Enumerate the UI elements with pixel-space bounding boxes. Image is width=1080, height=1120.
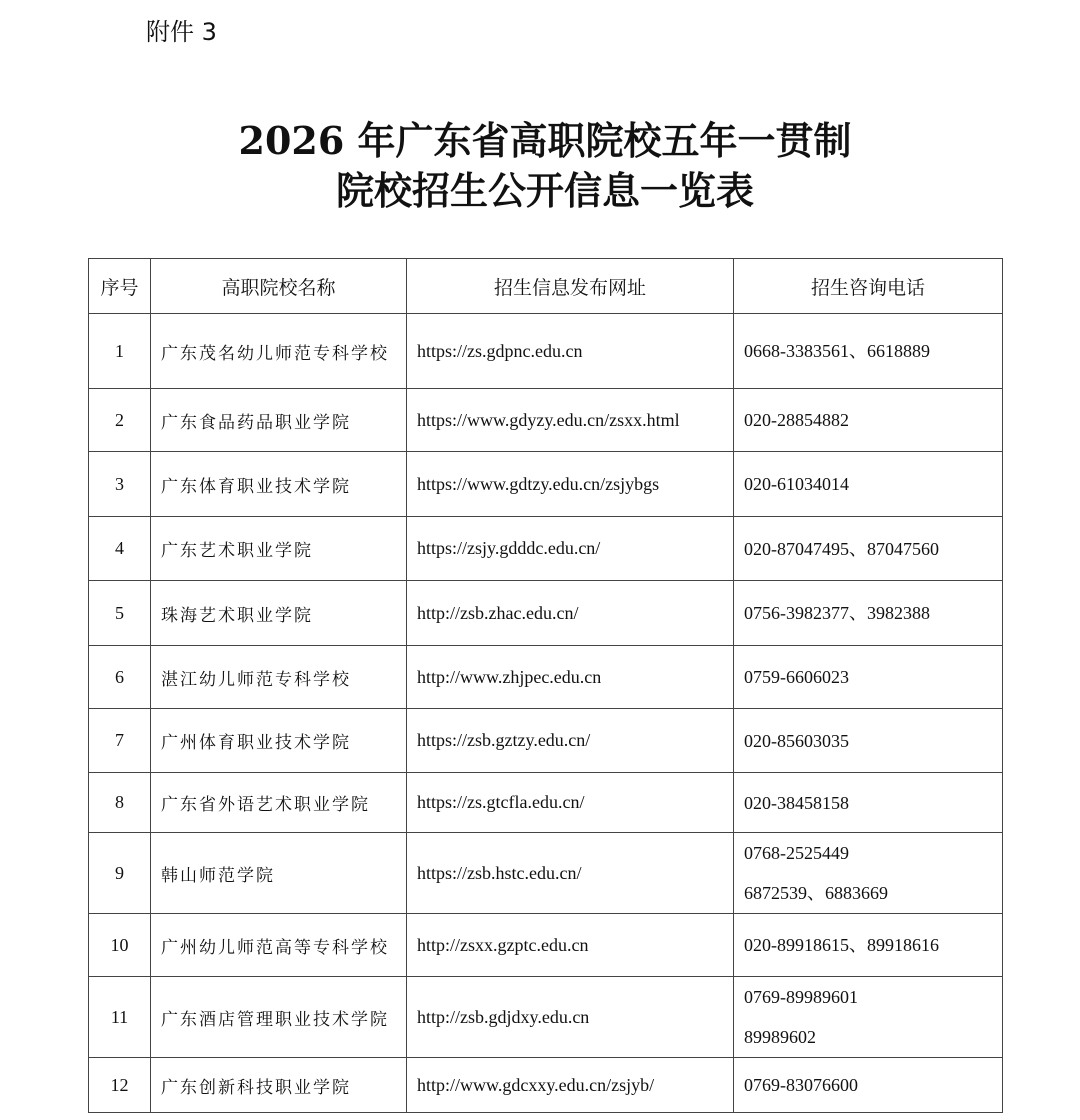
school-name: 广东食品药品职业学院 — [151, 389, 407, 452]
phone-number: 0768-2525449 — [744, 843, 849, 863]
phone-cell — [734, 709, 1003, 773]
phone-number: 0769-83076600 — [744, 1075, 858, 1095]
phone-cell — [734, 517, 1003, 581]
table-row — [89, 646, 1003, 709]
row-index: 1 — [89, 314, 151, 389]
school-info-table — [88, 258, 1003, 1113]
website-link[interactable]: http://www.zhjpec.edu.cn — [407, 646, 734, 709]
phone-number: 0668-3383561、6618889 — [744, 341, 930, 361]
website-link[interactable]: https://zsb.hstc.edu.cn/ — [407, 833, 734, 914]
row-index: 2 — [89, 389, 151, 452]
table-row — [89, 389, 1003, 452]
phone-number: 0769-89989601 — [744, 987, 858, 1007]
phone-number: 020-85603035 — [744, 730, 849, 751]
school-name: 广东酒店管理职业技术学院 — [151, 977, 407, 1058]
row-index: 6 — [89, 646, 151, 709]
school-name: 珠海艺术职业学院 — [151, 581, 407, 646]
website-link[interactable]: https://zsb.gztzy.edu.cn/ — [407, 709, 734, 773]
school-name: 广东创新科技职业学院 — [151, 1058, 407, 1113]
document-title-line-1: 2026 年广东省高职院校五年一贯制 — [238, 118, 852, 163]
header-index: 序号 — [89, 259, 151, 314]
table-row — [89, 977, 1003, 1058]
school-name: 广东茂名幼儿师范专科学校 — [151, 314, 407, 389]
website-link[interactable]: https://zsjy.gdddc.edu.cn/ — [407, 517, 734, 581]
table-row — [89, 833, 1003, 914]
website-link[interactable]: http://zsb.zhac.edu.cn/ — [407, 581, 734, 646]
phone-number: 0756-3982377、3982388 — [744, 603, 930, 623]
website-link[interactable]: http://zsb.gdjdxy.edu.cn — [407, 977, 734, 1058]
attachment-label: 附件 3 — [146, 18, 217, 46]
table-header-row — [89, 259, 1003, 314]
row-index: 5 — [89, 581, 151, 646]
website-link[interactable]: https://www.gdyzy.edu.cn/zsxx.html — [407, 389, 734, 452]
website-link[interactable]: https://www.gdtzy.edu.cn/zsjybgs — [407, 452, 734, 517]
phone-cell — [734, 314, 1003, 389]
phone-cell — [734, 914, 1003, 977]
website-link[interactable]: https://zs.gtcfla.edu.cn/ — [407, 773, 734, 833]
row-index: 3 — [89, 452, 151, 517]
table-row — [89, 1058, 1003, 1113]
phone-cell — [734, 977, 1003, 1058]
phone-number: 020-87047495、87047560 — [744, 538, 939, 559]
row-index: 8 — [89, 773, 151, 833]
phone-cell — [734, 581, 1003, 646]
row-index: 7 — [89, 709, 151, 773]
table-row — [89, 314, 1003, 389]
school-name: 广东省外语艺术职业学院 — [151, 773, 407, 833]
phone-cell — [734, 1058, 1003, 1113]
row-index: 10 — [89, 914, 151, 977]
phone-cell — [734, 833, 1003, 914]
phone-number: 020-89918615、89918616 — [744, 935, 939, 955]
phone-number: 0759-6606023 — [744, 667, 849, 687]
school-name: 广东体育职业技术学院 — [151, 452, 407, 517]
phone-number: 020-61034014 — [744, 474, 849, 494]
school-name: 广东艺术职业学院 — [151, 517, 407, 581]
website-link[interactable]: http://zsxx.gzptc.edu.cn — [407, 914, 734, 977]
row-index: 9 — [89, 833, 151, 914]
table-row — [89, 914, 1003, 977]
phone-number: 6872539、6883669 — [744, 883, 888, 903]
website-link[interactable]: https://zs.gdpnc.edu.cn — [407, 314, 734, 389]
school-name: 广州幼儿师范高等专科学校 — [151, 914, 407, 977]
row-index: 12 — [89, 1058, 151, 1113]
row-index: 4 — [89, 517, 151, 581]
header-phone: 招生咨询电话 — [734, 259, 1003, 314]
header-website: 招生信息发布网址 — [407, 259, 734, 314]
phone-cell — [734, 646, 1003, 709]
row-index: 11 — [89, 977, 151, 1058]
phone-cell — [734, 389, 1003, 452]
phone-cell — [734, 773, 1003, 833]
header-school-name: 高职院校名称 — [151, 259, 407, 314]
school-name: 广州体育职业技术学院 — [151, 709, 407, 773]
phone-number: 89989602 — [744, 1027, 816, 1047]
phone-number: 020-28854882 — [744, 410, 849, 430]
website-link[interactable]: http://www.gdcxxy.edu.cn/zsjyb/ — [407, 1058, 734, 1113]
table-row — [89, 581, 1003, 646]
document-title-line-2: 院校招生公开信息一览表 — [335, 168, 754, 213]
school-name: 湛江幼儿师范专科学校 — [151, 646, 407, 709]
table-row — [89, 773, 1003, 833]
table-row — [89, 517, 1003, 581]
table-row — [89, 709, 1003, 773]
table-row — [89, 452, 1003, 517]
phone-number: 020-38458158 — [744, 792, 849, 813]
phone-cell — [734, 452, 1003, 517]
school-name: 韩山师范学院 — [151, 833, 407, 914]
